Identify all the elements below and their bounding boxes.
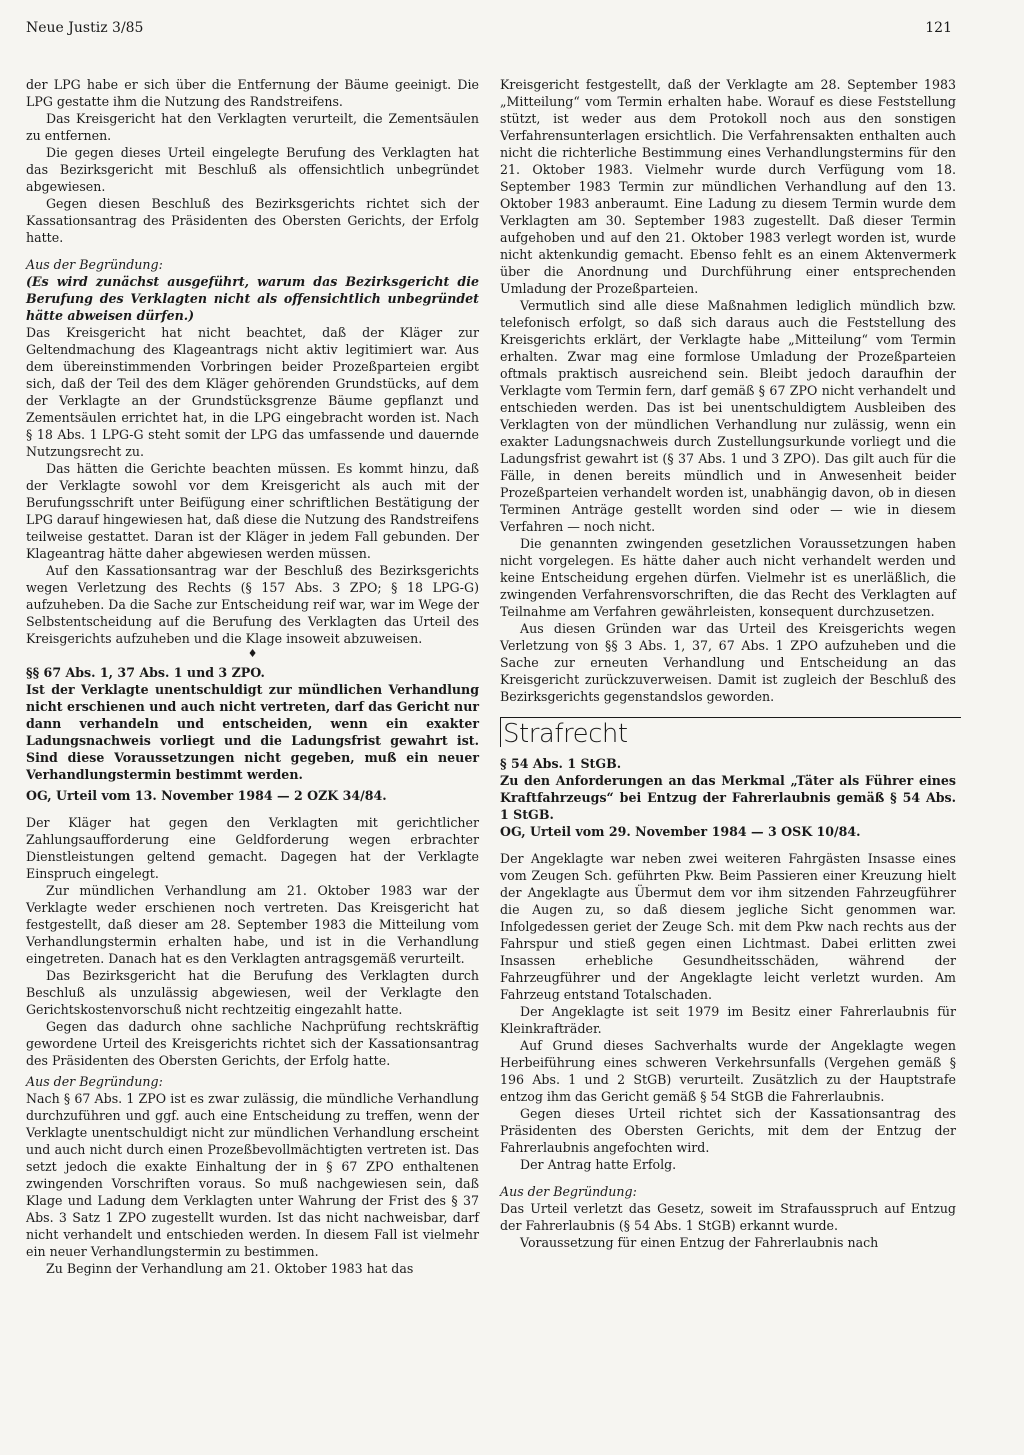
begruendung-heading: Aus der Begründung: xyxy=(26,257,163,272)
paragraph: Aus diesen Gründen war das Urteil des Kreisgerichts wegen Verletzung von §§ 3 Abs. 1, 37, 67 Abs. 1 ZPO aufzuheben und die Sache zur erneuten Verhandlung und Entscheidung an das Kreisgericht zurückzuverweisen. Damit ist zugleich der Beschluß des Bezirksgerichts gegenstandslos geworden. xyxy=(500,621,956,704)
case-citation: OG, Urteil vom 13. November 1984 — 2 OZK 34/84. xyxy=(26,788,387,803)
paragraph: Nach § 67 Abs. 1 ZPO ist es zwar zulässig, die mündliche Verhandlung durchzuführen und ggf. auch eine Entscheidung zu treffen, wenn der Verklagte unentschuldigt nicht zur mündlichen Verhandlung erscheint und auch nicht durch einen Prozeßbevollmächtigten vertreten ist. Das setzt jedoch die exakte Einhaltung der in § 67 ZPO enthaltenen zwingenden Vorschriften voraus. So muß nachgewiesen sein, daß Klage und Ladung dem Verklagten unter Wahrung der Frist des § 37 Abs. 3 Satz 1 ZPO zugestellt wurden. Ist das nicht nachweisbar, darf nicht verhandelt und entschieden werden. In diesem Fall ist vielmehr ein neuer Verhandlungstermin zu bestimmen. xyxy=(26,1091,479,1259)
headnote: Ist der Verklagte unentschuldigt zur mündlichen Verhandlung nicht erschienen und auch nicht vertreten, darf das Gericht nur dann verhandeln und entscheiden, wenn ein exakter Ladungsnachweis vorliegt und die Ladungsfrist gewahrt ist. Sind diese Voraussetzungen nicht gegeben, muß ein neuer Verhandlungstermin bestimmt werden. xyxy=(26,682,479,782)
paragraph: Gegen diesen Beschluß des Bezirksgerichts richtet sich der Kassationsantrag des Präsidenten des Obersten Gerichts, der Erfolg hatte. xyxy=(26,196,479,245)
statute-reference: §§ 67 Abs. 1, 37 Abs. 1 und 3 ZPO. xyxy=(26,665,265,680)
editorial-note: (Es wird zunächst ausgeführt, warum das Bezirksgericht die Berufung des Verklagten nicht als offensichtlich unbegründet hätte abweisen dürfen.) xyxy=(26,274,479,323)
right-column xyxy=(500,76,956,1251)
paragraph: der LPG habe er sich über die Entfernung der Bäume geeinigt. Die LPG gestatte ihm die Nutzung des Randstreifens. xyxy=(26,77,479,109)
paragraph: Kreisgericht festgestellt, daß der Verklagte am 28. September 1983 „Mitteilung“ vom Termin erhalten habe. Worauf es diese Feststellung stützt, ist weder aus dem Protokoll noch aus den sonstigen Verfahrensunterlagen ersichtlich. Die Verfahrensakten enthalten auch nicht die richterliche Bestimmung eines Verhandlungstermins für den 21. Oktober 1983. Vielmehr wurde durch Verfügung vom 18. September 1983 Termin zur mündlichen Verhandlung auf den 13. Oktober 1983 anberaumt. Eine Ladung zu diesem Termin wurde dem Verklagten am 30. September 1983 zugestellt. Daß dieser Termin aufgehoben und auf den 21. Oktober 1983 verlegt worden ist, wurde nicht aktenkundig gemacht. Ebenso fehlt es an einem Aktenvermerk über die Anordnung und Durchführung einer entsprechenden Umladung der Prozeßparteien. xyxy=(500,77,956,296)
left-column xyxy=(26,76,479,1277)
begruendung-heading: Aus der Begründung: xyxy=(500,1184,637,1199)
paragraph: Die gegen dieses Urteil eingelegte Berufung des Verklagten hat das Bezirksgericht mit Beschluß als offensichtlich unbegründet abgewiesen. xyxy=(26,145,479,194)
paragraph: Der Antrag hatte Erfolg. xyxy=(520,1157,677,1172)
paragraph: Voraussetzung für einen Entzug der Fahrerlaubnis nach xyxy=(520,1235,879,1250)
paragraph: Die genannten zwingenden gesetzlichen Voraussetzungen haben nicht vorgelegen. Es hätte daher auch nicht verhandelt werden und keine Entscheidung ergehen dürfen. Vielmehr ist es unerläßlich, die zwingenden Verfahrensvorschriften, die das Recht des Verklagten auf Teilnahme am Verfahren gewährleisten, konsequent durchzusetzen. xyxy=(500,536,956,619)
paragraph: Gegen das dadurch ohne sachliche Nachprüfung rechtskräftig gewordene Urteil des Kreisgerichts richtet sich der Kassationsantrag des Präsidenten des Obersten Gerichts, der Erfolg hatte. xyxy=(26,1019,479,1068)
paragraph: Auf Grund dieses Sachverhalts wurde der Angeklagte wegen Herbeiführung eines schweren Verkehrsunfalls (Vergehen gemäß § 196 Abs. 1 und 2 StGB) verurteilt. Zusätzlich zu der Hauptstrafe entzog ihm das Gericht gemäß § 54 StGB die Fahrerlaubnis. xyxy=(500,1038,956,1104)
paragraph: Das Kreisgericht hat den Verklagten verurteilt, die Zementsäulen zu entfernen. xyxy=(26,111,479,143)
case-citation: OG, Urteil vom 29. November 1984 — 3 OSK 10/84. xyxy=(500,824,861,839)
paragraph: Gegen dieses Urteil richtet sich der Kassationsantrag des Präsidenten des Obersten Gerichts, mit dem der Entzug der Fahrerlaubnis angefochten wird. xyxy=(500,1106,956,1155)
paragraph: Das Kreisgericht hat nicht beachtet, daß der Kläger zur Geltendmachung des Klageantrags nicht aktiv legitimiert war. Aus dem übereinstimmenden Vorbringen beider Prozeßparteien ergibt sich, daß der Teil des dem Kläger gehörenden Grundstücks, auf dem der Verklagte an der Grundstücksgrenze Bäume gepflanzt und Zementsäulen errichtet hat, in die LPG eingebracht worden ist. Nach § 18 Abs. 1 LPG-G steht somit der LPG das umfassende und dauernde Nutzungsrecht zu. xyxy=(26,325,479,459)
paragraph: Vermutlich sind alle diese Maßnahmen lediglich mündlich bzw. telefonisch erfolgt, so daß sich daraus auch die Feststellung des Kreisgerichts erklärt, der Verklagte habe „Mitteilung“ vom Termin erhalten. Zwar mag eine formlose Umladung der Prozeßparteien oftmals praktisch ausreichend sein. Bleibt jedoch daraufhin der Verklagte vom Termin fern, darf gemäß § 67 ZPO nicht verhandelt und entschieden werden. Das ist bei unentschuldigtem Ausbleiben des Verklagten von der mündlichen Verhandlung nur zulässig, wenn ein exakter Ladungsnachweis durch Zustellungsurkunde vorliegt und die Ladungsfrist gewahrt ist (§ 37 Abs. 1 und 3 ZPO). Das gilt auch für die Fälle, in denen bereits mündlich und in Anwesenheit beider Prozeßparteien verhandelt worden ist, unabhängig davon, ob in diesen Terminen Anträge gestellt worden sind oder — wie in diesem Verfahren — noch nicht. xyxy=(500,298,956,534)
page-header xyxy=(26,14,952,36)
paragraph: Der Angeklagte ist seit 1979 im Besitz einer Fahrerlaubnis für Kleinkrafträder. xyxy=(500,1004,956,1036)
begruendung-heading: Aus der Begründung: xyxy=(26,1074,163,1089)
journal-title: Neue Justiz 3/85 xyxy=(26,20,144,36)
paragraph: Das Urteil verletzt das Gesetz, soweit im Strafausspruch auf Entzug der Fahrerlaubnis (§ 54 Abs. 1 StGB) erkannt wurde. xyxy=(500,1201,956,1233)
paragraph: Zur mündlichen Verhandlung am 21. Oktober 1983 war der Verklagte weder erschienen noch vertreten. Das Kreisgericht hat festgestellt, daß dieser am 28. September 1983 die Mitteilung vom Verhandlungstermin erhalten habe, und ist in die Verhandlung eingetreten. Danach hat es den Verklagten antragsgemäß verurteilt. xyxy=(26,883,479,966)
headnote: Zu den Anforderungen an das Merkmal „Täter als Führer eines Kraftfahrzeugs“ bei Entzug der Fahrerlaubnis gemäß § 54 Abs. 1 StGB. xyxy=(500,773,956,822)
statute-reference: § 54 Abs. 1 StGB. xyxy=(500,756,622,771)
separator-ornament: ♦ xyxy=(247,647,258,660)
paragraph: Das Bezirksgericht hat die Berufung des Verklagten durch Beschluß als unzulässig abgewiesen, weil der Verklagte den Gerichtskostenvorschuß nicht rechtzeitig eingezahlt hatte. xyxy=(26,968,479,1017)
paragraph: Zu Beginn der Verhandlung am 21. Oktober 1983 hat das xyxy=(46,1261,414,1276)
page-number: 121 xyxy=(925,20,952,36)
paragraph: Das hätten die Gerichte beachten müssen. Es kommt hinzu, daß der Verklagte sowohl vor dem Kreisgericht als auch mit der Berufungsschrift unter Beifügung einer schriftlichen Bestätigung der LPG darauf hingewiesen hat, daß diese die Nutzung des Randstreifens teilweise gestattet. Daran ist der Kläger in jedem Fall gebunden. Der Klageantrag hätte daher abgewiesen werden müssen. xyxy=(26,461,479,561)
paragraph: Auf den Kassationsantrag war der Beschluß des Bezirksgerichts wegen Verletzung des Rechts (§ 157 Abs. 3 ZPO; § 18 LPG-G) aufzuheben. Da die Sache zur Entscheidung reif war, war im Wege der Selbstentscheidung auf die Berufung des Verklagten das Urteil des Kreisgerichts aufzuheben und die Klage insoweit abzuweisen. xyxy=(26,563,479,646)
paragraph: Der Angeklagte war neben zwei weiteren Fahrgästen Insasse eines vom Zeugen Sch. geführten Pkw. Beim Passieren einer Kreuzung hielt der Angeklagte aus Übermut dem vor ihm sitzenden Fahrzeugführer die Augen zu, so daß diesem jegliche Sicht genommen war. Infolgedessen geriet der Zeuge Sch. mit dem Pkw nach rechts aus der Fahrspur und stieß gegen einen Lichtmast. Dabei erlitten zwei Insassen erhebliche Gesundheitsschäden, während der Fahrzeugführer und der Angeklagte leicht verletzt wurden. Am Fahrzeug entstand Totalschaden. xyxy=(500,851,956,1002)
paragraph: Der Kläger hat gegen den Verklagten mit gerichtlicher Zahlungsaufforderung eine Geldforderung wegen erbrachter Dienstleistungen geltend gemacht. Dagegen hat der Verklagte Einspruch eingelegt. xyxy=(26,815,479,881)
section-heading: Strafrecht xyxy=(500,717,961,747)
